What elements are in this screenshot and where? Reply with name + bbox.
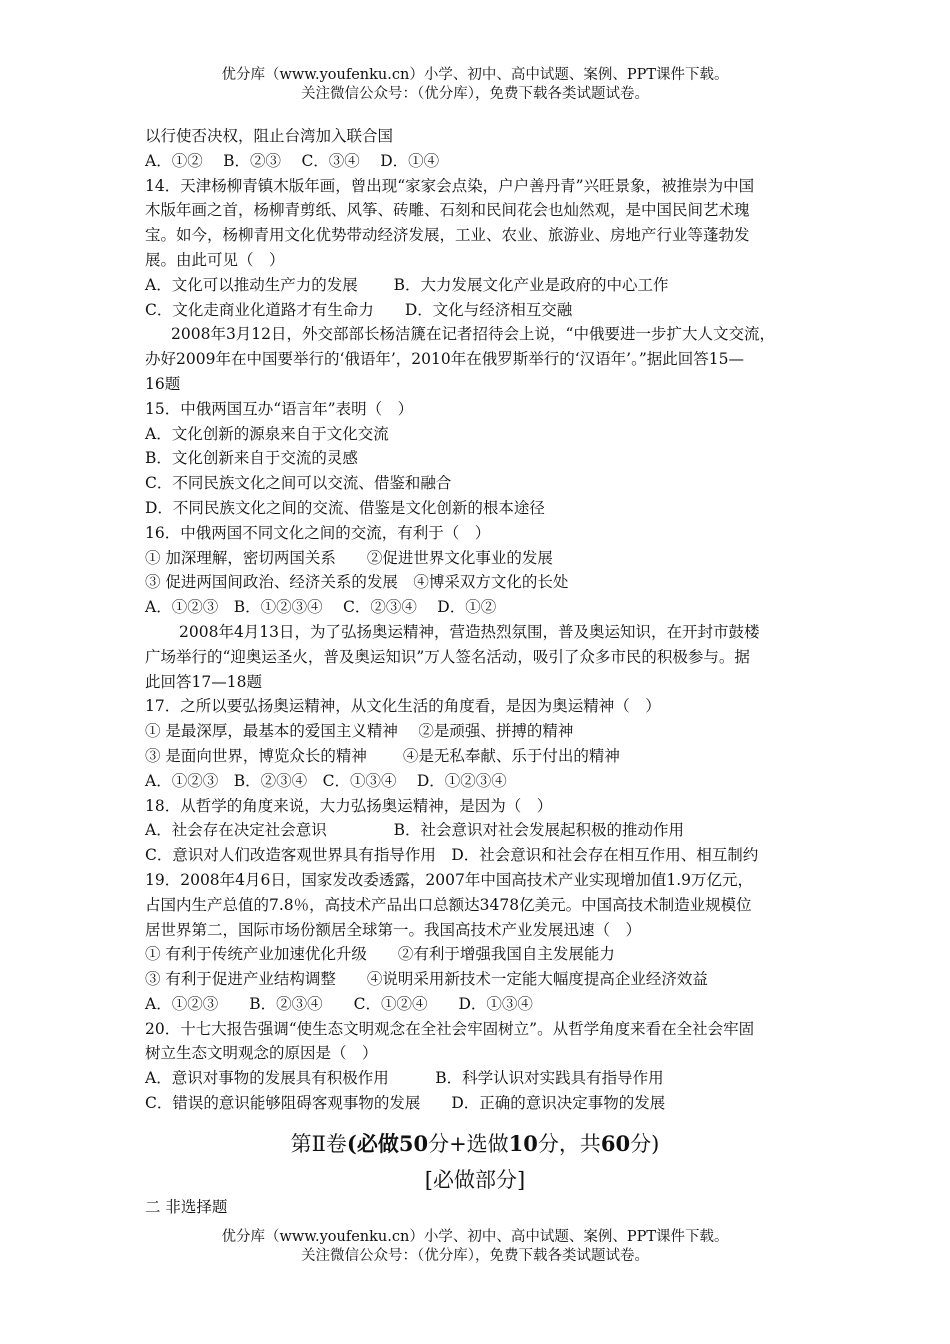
text-line: 此回答17—18题 <box>145 672 262 691</box>
text-line: 树立生态文明观念的原因是（ ） <box>145 1044 378 1063</box>
text-line: 18．从哲学的角度来说，大力弘扬奥运精神，是因为（ ） <box>145 796 553 815</box>
text-line: D．不同民族文化之间的交流、借鉴是文化创新的根本途径 <box>145 498 545 517</box>
text-line: 2008年3月12日，外交部部长杨洁篪在记者招待会上说，“中俄要进一步扩大人文交流， <box>171 325 775 344</box>
page-header <box>0 66 950 104</box>
section-title: 第Ⅱ卷(必做50分+选做10分，共60分) <box>290 1131 660 1156</box>
text-line: A．意识对事物的发展具有积极作用 B．科学认识对实践具有指导作用 <box>145 1069 664 1088</box>
text-line: ③ 有利于促进产业结构调整 ④说明采用新技术一定能大幅度提高企业经济效益 <box>145 970 708 989</box>
header-line-2: 关注微信公众号：（优分库），免费下载各类试题试卷。 <box>301 86 649 102</box>
text-line: 宝。如今，杨柳青用文化优势带动经济发展，工业、农业、旅游业、房地产行业等蓬勃发 <box>145 226 750 245</box>
text-line: A．①②③ B．②③④ C．①③④ D．①②③④ <box>145 771 507 790</box>
text-line: A．①②③ B．①②③④ C．②③④ D．①② <box>145 598 497 617</box>
text-line: 2008年4月13日，为了弘扬奥运精神，营造热烈氛围，普及奥运知识，在开封市鼓楼 <box>179 622 760 641</box>
page-footer <box>0 1228 950 1266</box>
footer-line-1: 优分库（www.youfenku.cn）小学、初中、高中试题、案例、PPT课件下载。 <box>221 1229 729 1245</box>
text-line: 19．2008年4月6日，国家发改委透露，2007年中国高技术产业实现增加值1.9万亿元， <box>145 870 753 889</box>
text-line: 广场举行的“迎奥运圣火，普及奥运知识”万人签名活动，吸引了众多市民的积极参与。据 <box>145 647 750 666</box>
part-two-heading: 二 非选择题 <box>145 1198 228 1216</box>
text-line: 16题 <box>145 374 181 393</box>
text-line: C．意识对人们改造客观世界具有指导作用 D．社会意识和社会存在相互作用、相互制约 <box>145 846 759 865</box>
text-line: B．文化创新来自于交流的灵感 <box>145 449 358 468</box>
text-line: C．不同民族文化之间可以交流、借鉴和融合 <box>145 474 452 493</box>
text-line: 14．天津杨柳青镇木版年画，曾出现“家家会点染，户户善丹青”兴旺景象，被推崇为中国 <box>145 176 755 195</box>
text-line: 展。由此可见（ ） <box>145 250 285 269</box>
text-line: A．社会存在决定社会意识 B．社会意识对社会发展起积极的推动作用 <box>145 821 685 840</box>
text-line: A．①② B．②③ C．③④ D．①④ <box>145 151 440 170</box>
text-line: A．①②③ B．②③④ C．①②④ D．①③④ <box>145 994 533 1013</box>
text-line: 办好2009年在中国要举行的‘俄语年’，2010年在俄罗斯举行的‘汉语年’。”据此回答15— <box>145 350 745 369</box>
text-line: C．错误的意识能够阻碍客观事物的发展 D．正确的意识决定事物的发展 <box>145 1094 666 1113</box>
text-line: A．文化创新的源泉来自于文化交流 <box>145 424 389 443</box>
text-line: 以行使否决权，阻止台湾加入联合国 <box>145 127 394 145</box>
text-line: 20．十七大报告强调“使生态文明观念在全社会牢固树立”。从哲学角度来看在全社会牢固 <box>145 1019 755 1038</box>
header-line-1: 优分库（www.youfenku.cn）小学、初中、高中试题、案例、PPT课件下载。 <box>221 67 729 83</box>
text-line: 木版年画之首，杨柳青剪纸、风筝、砖雕、石刻和民间花会也灿然观，是中国民间艺术瑰 <box>145 201 750 220</box>
text-line: 占国内生产总值的7.8％，高技术产品出口总额达3478亿美元。中国高技术制造业规模位 <box>145 895 752 914</box>
text-line: 15．中俄两国互办“语言年”表明（ ） <box>145 399 414 418</box>
question-body <box>145 124 813 1116</box>
text-line: 居世界第二，国际市场份额居全球第一。我国高技术产业发展迅速（ ） <box>145 920 642 939</box>
text-line: ① 是最深厚，最基本的爱国主义精神 ②是顽强、拼搏的精神 <box>145 722 574 741</box>
text-line: ③ 是面向世界，博览众长的精神 ④是无私奉献、乐于付出的精神 <box>145 746 620 765</box>
text-line: 17．之所以要弘扬奥运精神，从文化生活的角度看，是因为奥运精神（ ） <box>145 697 661 716</box>
text-line: A．文化可以推动生产力的发展 B．大力发展文化产业是政府的中心工作 <box>145 275 669 294</box>
text-line: ① 有利于传统产业加速优化升级 ②有利于增强我国自主发展能力 <box>145 945 615 964</box>
text-line: ① 加深理解，密切两国关系 ②促进世界文化事业的发展 <box>145 548 553 567</box>
text-line: ③ 促进两国间政治、经济关系的发展 ④博采双方文化的长处 <box>145 573 569 592</box>
footer-line-2: 关注微信公众号：（优分库），免费下载各类试题试卷。 <box>301 1248 649 1264</box>
text-line: C．文化走商业化道路才有生命力 D．文化与经济相互交融 <box>145 300 573 319</box>
text-line: 16．中俄两国不同文化之间的交流，有利于（ ） <box>145 523 491 542</box>
section-subtitle: [必做部分] <box>424 1168 526 1192</box>
